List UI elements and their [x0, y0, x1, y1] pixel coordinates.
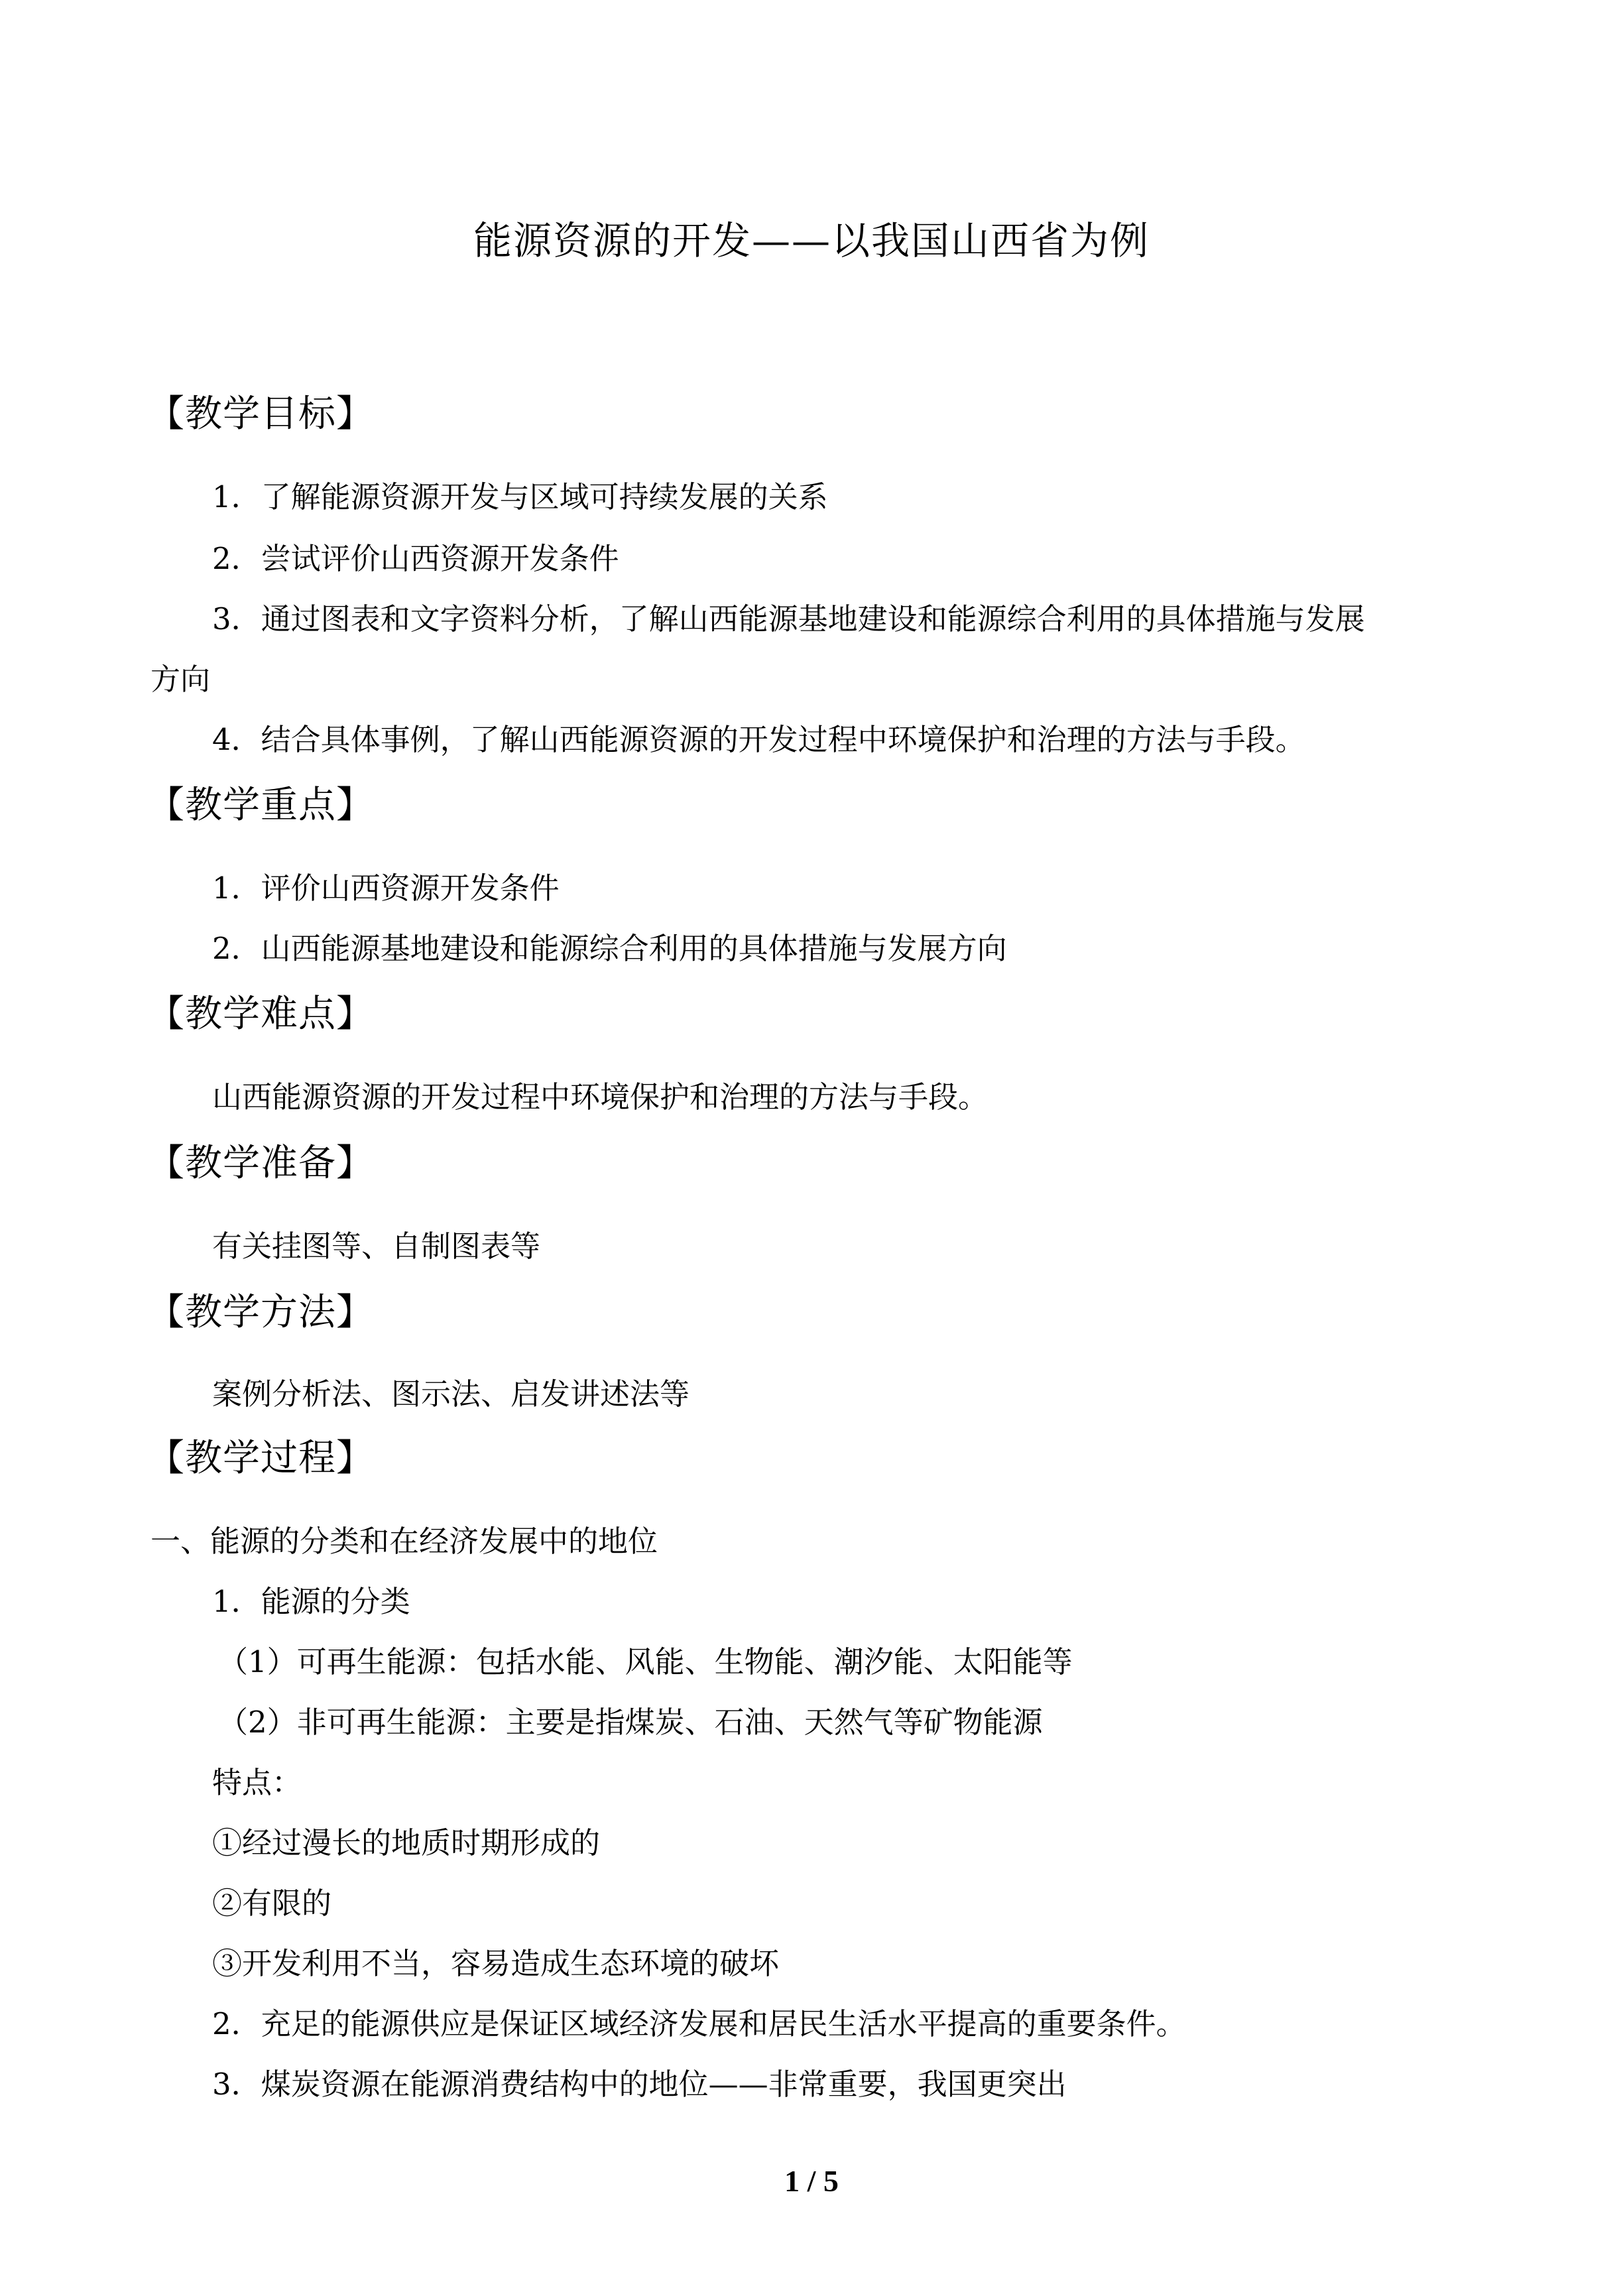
section-heading-process: 【教学过程】 — [147, 1437, 374, 1480]
process-line: 特点： — [212, 1765, 302, 1800]
methods-text: 案例分析法、图示法、启发讲述法等 — [212, 1376, 690, 1412]
section-heading-methods: 【教学方法】 — [147, 1291, 374, 1334]
key-point-item: 1．评价山西资源开发条件 — [212, 871, 560, 906]
process-line: 1．能源的分类 — [212, 1584, 410, 1619]
objective-item: 1．了解能源资源开发与区域可持续发展的关系 — [212, 479, 828, 514]
process-line: ③开发利用不当，容易造成生态环境的破坏 — [212, 1946, 780, 1981]
process-line: 3．煤炭资源在能源消费结构中的地位——非常重要，我国更突出 — [212, 2067, 1067, 2102]
objective-item: 3．通过图表和文字资料分析，了解山西能源基地建设和能源综合利用的具体措施与发展 — [212, 601, 1365, 636]
section-heading-preparation: 【教学准备】 — [147, 1142, 374, 1185]
page-number: 1 / 5 — [784, 2164, 839, 2198]
process-line: （1）可再生能源：包括水能、风能、生物能、潮汐能、太阳能等 — [218, 1644, 1073, 1679]
document-title: 能源资源的开发——以我国山西省为例 — [473, 218, 1150, 263]
objective-item: 2．尝试评价山西资源开发条件 — [212, 541, 619, 576]
section-heading-objectives: 【教学目标】 — [147, 393, 374, 436]
process-line: 一、能源的分类和在经济发展中的地位 — [150, 1524, 658, 1559]
process-line: （2）非可再生能源：主要是指煤炭、石油、天然气等矿物能源 — [218, 1705, 1043, 1740]
difficulties-text: 山西能源资源的开发过程中环境保护和治理的方法与手段。 — [212, 1079, 989, 1115]
section-heading-key-points: 【教学重点】 — [147, 784, 374, 827]
process-line: ②有限的 — [212, 1886, 332, 1921]
key-point-item: 2．山西能源基地建设和能源综合利用的具体措施与发展方向 — [212, 931, 1007, 966]
section-heading-difficulties: 【教学难点】 — [147, 993, 374, 1036]
objective-item: 4．结合具体事例，了解山西能源资源的开发过程中环境保护和治理的方法与手段。 — [212, 722, 1305, 757]
preparation-text: 有关挂图等、自制图表等 — [212, 1229, 541, 1264]
objective-item-continuation: 方向 — [150, 662, 211, 697]
process-line: 2．充足的能源供应是保证区域经济发展和居民生活水平提高的重要条件。 — [212, 2006, 1186, 2041]
process-line: ①经过漫长的地质时期形成的 — [212, 1825, 601, 1860]
